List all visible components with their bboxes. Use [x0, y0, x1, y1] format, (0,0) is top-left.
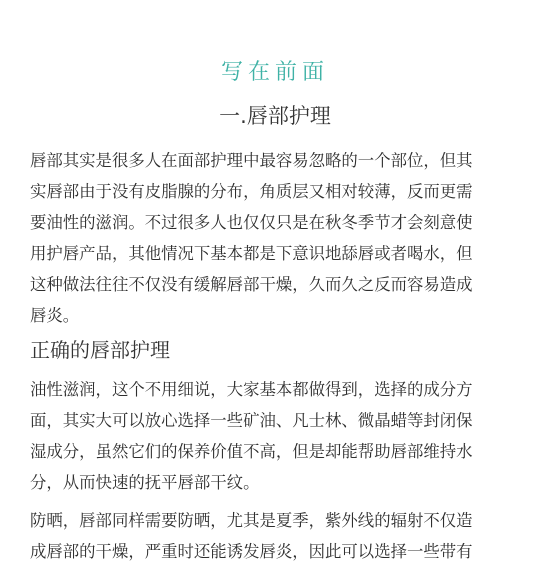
paragraph-line: 防晒，唇部同样需要防晒，尤其是夏季，紫外线的辐射不仅造 — [30, 511, 473, 530]
paragraph-line: 唇炎。 — [30, 306, 80, 325]
paragraph-line: 湿成分，虽然它们的保养价值不高，但是却能帮助唇部维持水 — [30, 442, 473, 461]
intro-paragraph — [30, 145, 520, 331]
paragraph-line: 分，从而快速的抚平唇部干纹。 — [30, 473, 260, 492]
sunscreen-paragraph — [30, 505, 520, 567]
paragraph-line: 这种做法往往不仅没有缓解唇部干燥，久而久之反而容易造成 — [30, 275, 473, 294]
paragraph-line: 要油性的滋润。不过很多人也仅仅只是在秋冬季节才会刻意使 — [30, 213, 473, 232]
moisturizing-paragraph — [30, 374, 520, 498]
paragraph-line: 实唇部由于没有皮脂腺的分布，角质层又相对较薄，反而更需 — [30, 182, 473, 201]
paragraph-line: 用护唇产品，其他情况下基本都是下意识地舔唇或者喝水，但 — [30, 244, 473, 263]
paragraph-line: 唇部其实是很多人在面部护理中最容易忽略的一个部位，但其 — [30, 151, 473, 170]
paragraph-line: 面，其实大可以放心选择一些矿油、凡士林、微晶蜡等封闭保 — [30, 411, 473, 430]
paragraph-line: 成唇部的干燥，严重时还能诱发唇炎，因此可以选择一些带有 — [30, 542, 473, 561]
page-title: 写在前面 — [220, 60, 329, 85]
paragraph-line: 油性滋润，这个不用细说，大家基本都做得到，选择的成分方 — [30, 380, 473, 399]
section-heading: 正确的唇部护理 — [30, 338, 170, 362]
section-title: 一.唇部护理 — [219, 104, 331, 128]
